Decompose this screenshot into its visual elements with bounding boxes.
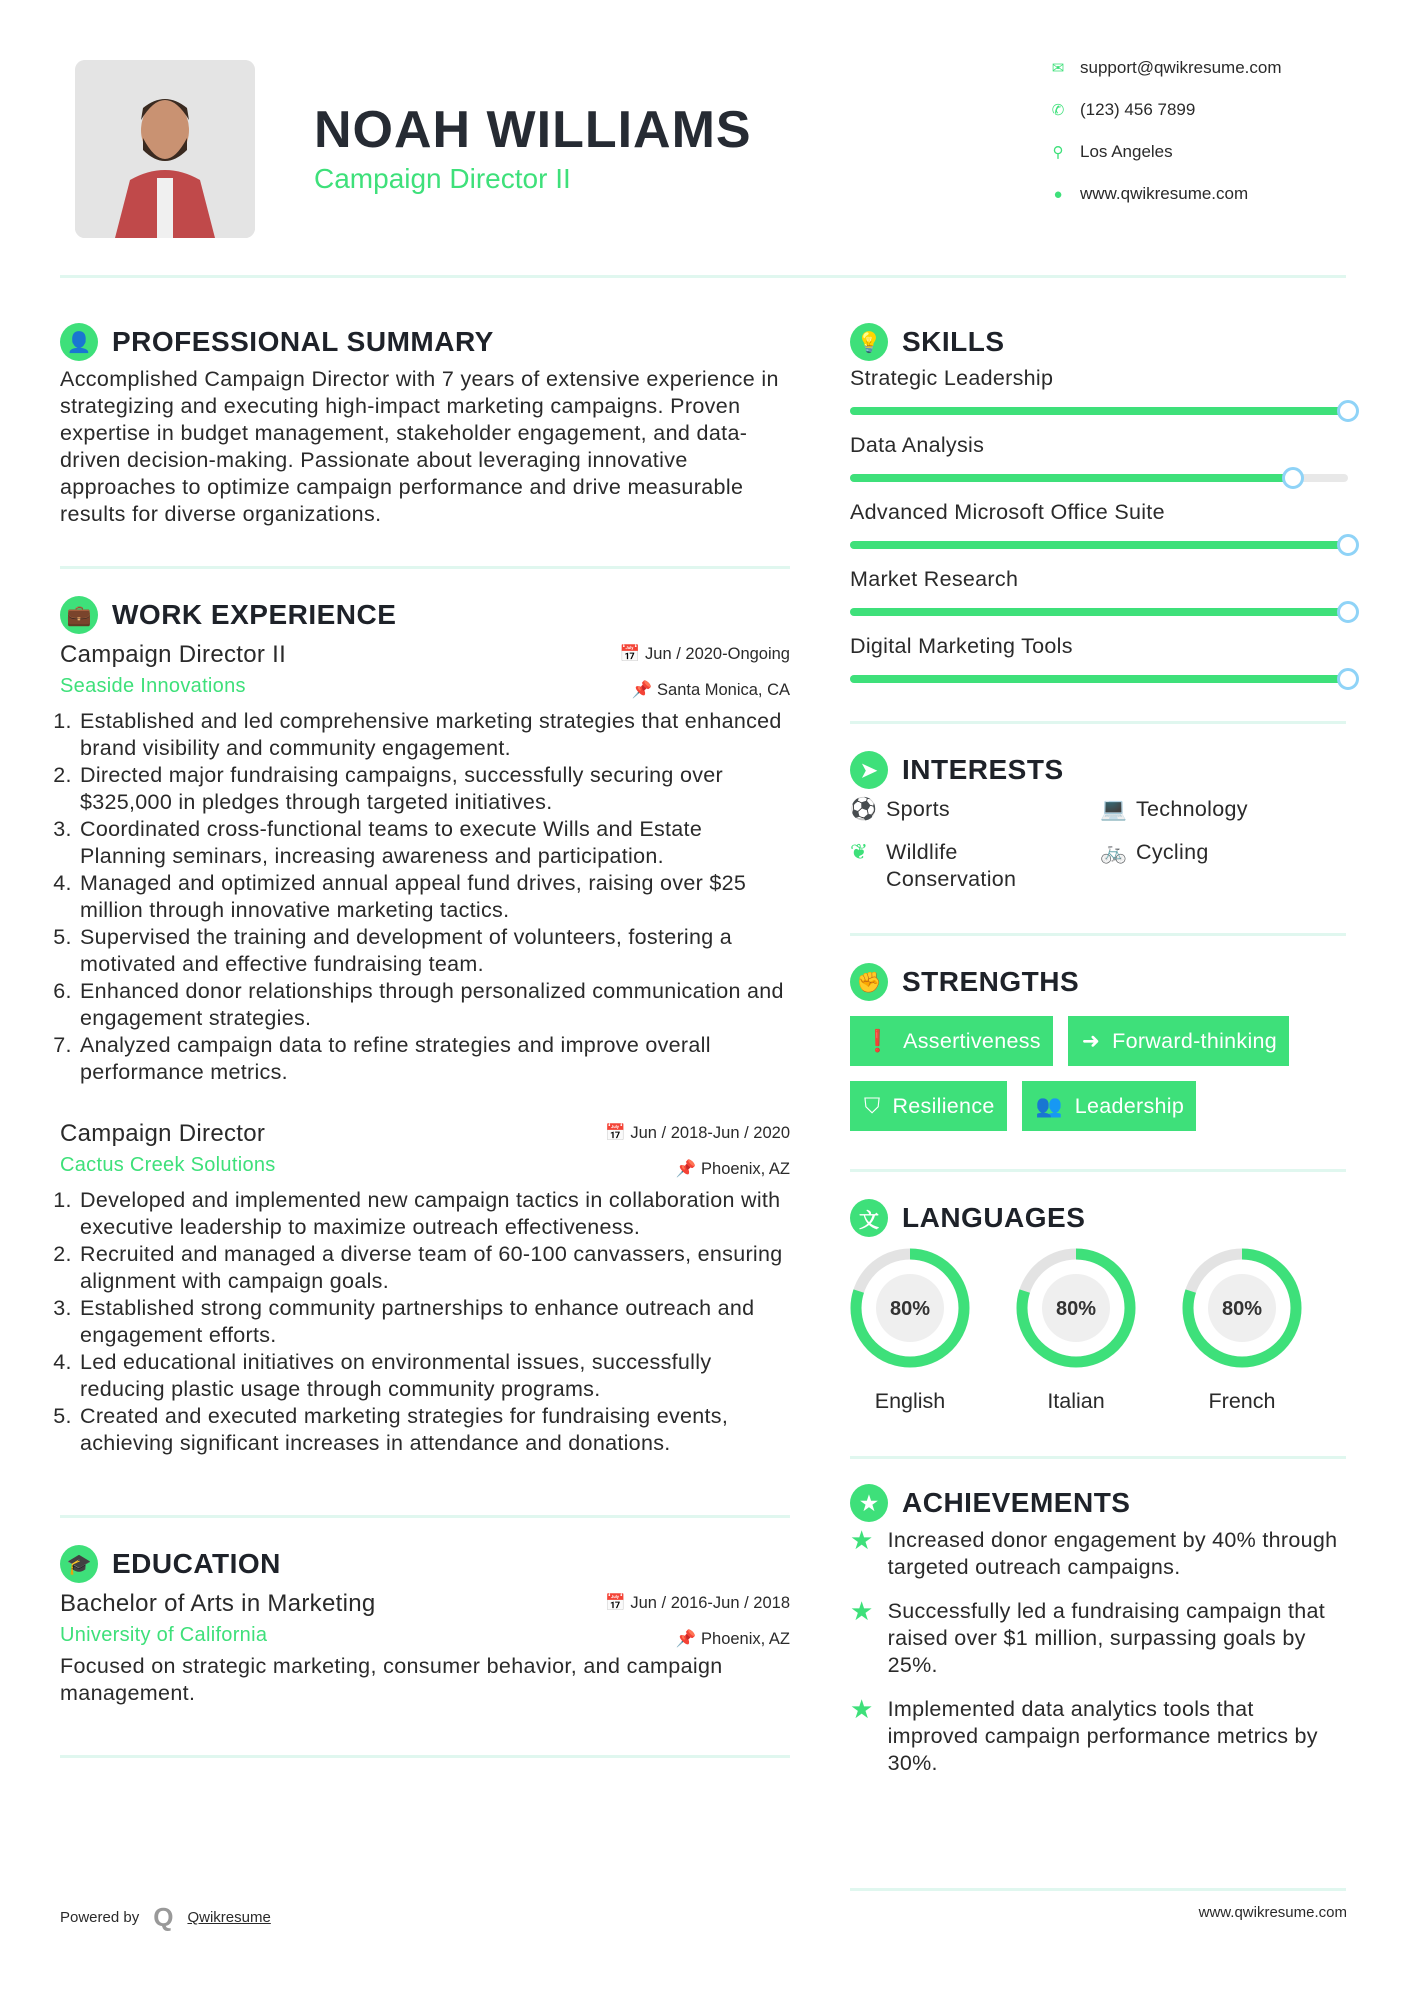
- skill-bar-knob[interactable]: [1337, 400, 1359, 422]
- language-label: Italian: [1047, 1389, 1105, 1413]
- language-percent: 80%: [1221, 1298, 1263, 1320]
- skill-item: [850, 634, 1346, 683]
- fist-icon: ✊: [850, 963, 888, 1001]
- contact-item[interactable]: [1050, 140, 1370, 164]
- paper-plane-icon: ➤: [850, 751, 888, 789]
- star-badge-icon: ★: [850, 1484, 888, 1522]
- pin-icon: 📌: [631, 681, 658, 699]
- job-bullet: 4. Led educational initiatives on environmental issues, successfully reducing plastic usage through community programs.: [78, 1349, 790, 1403]
- job-date: [605, 1124, 790, 1143]
- job-bullet: 4. Managed and optimized annual appeal fund drives, raising over $25 million through innovative marketing tactics.: [78, 870, 790, 924]
- job-bullet: 1. Developed and implemented new campaign tactics in collaboration with executive leadership to maximize outreach effectiveness.: [78, 1187, 790, 1241]
- skill-bar-fill: [850, 407, 1348, 415]
- strength-label: Resilience: [892, 1093, 995, 1118]
- skill-label: Digital Marketing Tools: [850, 634, 1073, 658]
- work-heading-text: WORK EXPERIENCE: [112, 599, 397, 630]
- education-heading: [60, 1544, 790, 1584]
- summary-heading-text: PROFESSIONAL SUMMARY: [112, 326, 494, 357]
- interests-heading-text: INTERESTS: [902, 754, 1064, 785]
- section-divider: [850, 933, 1346, 936]
- degree: Bachelor of Arts in Marketing: [60, 1590, 376, 1617]
- footer-powered: [60, 1902, 271, 1933]
- qwikresume-link[interactable]: Qwikresume: [187, 1909, 271, 1926]
- star-icon: ★: [850, 1525, 874, 1555]
- achievement-item: [850, 1527, 1346, 1581]
- exclamation-icon: ❗: [864, 1028, 892, 1053]
- job-location: [676, 1160, 790, 1179]
- language-item: [840, 1246, 980, 1414]
- skill-bar: [850, 675, 1348, 683]
- section-divider: [60, 1515, 790, 1518]
- language-label: English: [874, 1389, 946, 1413]
- footer-url[interactable]: www.qwikresume.com: [1198, 1904, 1347, 1921]
- skill-item: [850, 500, 1346, 549]
- school: University of California: [60, 1624, 268, 1646]
- education-heading-text: EDUCATION: [112, 1548, 281, 1579]
- strength-badge: [1068, 1016, 1289, 1066]
- leaf-icon: ❦: [850, 840, 869, 864]
- language-donut: [1180, 1246, 1304, 1370]
- job-bullet: 5. Supervised the training and development of volunteers, fostering a motivated and effective fundraising team.: [78, 924, 790, 978]
- lightbulb-icon: 💡: [850, 323, 888, 361]
- skill-bar: [850, 608, 1348, 616]
- phone-icon: ✆: [1051, 102, 1065, 119]
- user-icon: 👤: [60, 323, 98, 361]
- strength-badge: [850, 1081, 1007, 1131]
- users-icon: 👥: [1035, 1093, 1063, 1118]
- section-divider: [850, 1169, 1346, 1172]
- skill-bar-knob[interactable]: [1282, 467, 1304, 489]
- star-icon: ★: [850, 1596, 874, 1626]
- contact-item[interactable]: [1050, 98, 1370, 122]
- interest-label: Sports: [886, 797, 950, 821]
- calendar-icon: 📅: [605, 1124, 631, 1142]
- job-location-text: Phoenix, AZ: [701, 1160, 790, 1178]
- skill-item: [850, 433, 1346, 482]
- contact-text: www.qwikresume.com: [1080, 184, 1249, 203]
- achievement-text: Increased donor engagement by 40% through targeted outreach campaigns.: [887, 1528, 1338, 1579]
- calendar-icon: 📅: [619, 645, 646, 663]
- achievements-heading-text: ACHIEVEMENTS: [902, 1487, 1131, 1518]
- strength-label: Forward-thinking: [1112, 1028, 1278, 1053]
- section-divider: [850, 721, 1346, 724]
- achievements-heading: [850, 1483, 1346, 1523]
- job-bullet: 2. Recruited and managed a diverse team of 60-100 canvassers, ensuring alignment with campaign goals.: [78, 1241, 790, 1295]
- skill-label: Data Analysis: [850, 433, 985, 457]
- contact-text: support@qwikresume.com: [1080, 58, 1282, 77]
- skill-bar: [850, 407, 1348, 415]
- left-column: [60, 322, 790, 1758]
- job-bullets: [60, 708, 790, 1086]
- company-name: Cactus Creek Solutions: [60, 1154, 276, 1176]
- skill-label: Advanced Microsoft Office Suite: [850, 500, 1165, 524]
- education-date-text: Jun / 2016-Jun / 2018: [630, 1594, 790, 1612]
- interests-heading: [850, 750, 1346, 790]
- education-date: 📅 Jun / 2016-Jun / 2018: [605, 1594, 790, 1612]
- section-divider: [850, 1456, 1346, 1459]
- job-title: Campaign Director II: [60, 641, 287, 668]
- interest-item: [850, 796, 1100, 823]
- skill-bar: [850, 541, 1348, 549]
- interest-item: [1100, 839, 1346, 893]
- interest-item: [1100, 796, 1346, 823]
- contact-item[interactable]: [1050, 56, 1370, 80]
- map-pin-icon: ⚲: [1052, 144, 1064, 161]
- interest-label: Wildlife Conservation: [886, 840, 1017, 891]
- languages-heading: [850, 1198, 1346, 1238]
- job-bullet: 5. Created and executed marketing strategies for fundraising events, achieving significant increases in attendance and donations.: [78, 1403, 790, 1457]
- contact-item[interactable]: [1050, 182, 1370, 206]
- strengths-heading-text: STRENGTHS: [902, 966, 1080, 997]
- language-icon: 文: [850, 1199, 888, 1237]
- summary-heading: [60, 322, 790, 362]
- skill-bar-knob[interactable]: [1337, 601, 1359, 623]
- skill-label: Market Research: [850, 567, 1019, 591]
- job-bullet: 6. Enhanced donor relationships through personalized communication and engagement strategies.: [78, 978, 790, 1032]
- strengths-heading: [850, 962, 1346, 1002]
- strength-label: Assertiveness: [903, 1028, 1041, 1053]
- achievement-text: Successfully led a fundraising campaign that raised over $1 million, surpassing goals by 25%.: [887, 1599, 1326, 1677]
- profile-photo: [75, 60, 255, 238]
- language-percent: 80%: [889, 1298, 931, 1320]
- skill-bar: [850, 474, 1348, 482]
- interest-item: [850, 839, 1100, 893]
- skill-label: Strategic Leadership: [850, 366, 1054, 390]
- skill-bar-fill: [850, 675, 1348, 683]
- job-bullet: 2. Directed major fundraising campaigns, successfully securing over $325,000 in pledges through targeted initiatives.: [78, 762, 790, 816]
- interest-label: Cycling: [1136, 840, 1209, 864]
- graduation-icon: 🎓: [60, 1545, 98, 1583]
- candidate-name: NOAH WILLIAMS: [314, 101, 752, 159]
- achievement-item: [850, 1598, 1346, 1679]
- skills-heading-text: SKILLS: [902, 326, 1005, 357]
- candidate-title: Campaign Director II: [314, 163, 571, 194]
- language-donut: [1014, 1246, 1138, 1370]
- right-column: [850, 322, 1346, 1794]
- language-label: French: [1208, 1389, 1276, 1413]
- section-divider: [850, 1888, 1346, 1891]
- job-bullet: 1. Established and led comprehensive marketing strategies that enhanced brand visibility and community engagement.: [78, 708, 790, 762]
- language-item: [1172, 1246, 1312, 1414]
- job-title: Campaign Director: [60, 1120, 266, 1147]
- globe-icon: ●: [1053, 185, 1063, 203]
- arrow-right-icon: ➜: [1081, 1028, 1101, 1053]
- education-entry: [60, 1590, 790, 1707]
- skill-item: [850, 366, 1346, 415]
- job-bullet: 7. Analyzed campaign data to refine strategies and improve overall performance metrics.: [78, 1032, 790, 1086]
- star-icon: ★: [850, 1694, 874, 1724]
- contact-text: Los Angeles: [1080, 142, 1173, 161]
- header-divider: [60, 275, 1346, 278]
- powered-by-text: Powered by: [60, 1909, 140, 1926]
- envelope-icon: ✉: [1051, 60, 1065, 77]
- languages-heading-text: LANGUAGES: [902, 1202, 1086, 1233]
- job-location: [632, 681, 790, 700]
- job-date-text: Jun / 2018-Jun / 2020: [630, 1124, 790, 1142]
- section-divider: [60, 566, 790, 569]
- summary-text: Accomplished Campaign Director with 7 years of extensive experience in strategizing and executing high-impact marketing campaigns. Proven expertise in budget management, stakeholder engagement, and data-driven decision-making. Passionate about leveraging innovative approaches to optimize campaign performance and drive measurable results for diverse organizations.: [60, 367, 779, 526]
- language-donut: [848, 1246, 972, 1370]
- shield-icon: ⛉: [864, 1093, 881, 1118]
- job-date: [620, 645, 790, 664]
- interest-label: Technology: [1136, 797, 1248, 821]
- education-text: Focused on strategic marketing, consumer behavior, and campaign management.: [60, 1654, 723, 1705]
- company-name: Seaside Innovations: [60, 675, 246, 697]
- job-entry: [60, 1120, 790, 1457]
- job-location-text: Santa Monica, CA: [657, 681, 790, 699]
- job-bullets: [60, 1187, 790, 1457]
- qwikresume-logo-icon: Q: [153, 1902, 174, 1932]
- skill-bar-fill: [850, 474, 1293, 482]
- education-location-text: Phoenix, AZ: [701, 1630, 790, 1648]
- soccer-ball-icon: ⚽: [850, 797, 878, 821]
- achievement-item: [850, 1696, 1346, 1777]
- bicycle-icon: 🚲: [1100, 840, 1128, 864]
- language-item: [1006, 1246, 1146, 1414]
- contact-text: (123) 456 7899: [1080, 100, 1196, 119]
- skill-bar-fill: [850, 608, 1348, 616]
- skills-heading: [850, 322, 1346, 362]
- pin-icon: 📌: [675, 1160, 702, 1178]
- skill-bar-knob[interactable]: [1337, 668, 1359, 690]
- work-heading: [60, 595, 790, 635]
- skill-item: [850, 567, 1346, 616]
- strength-label: Leadership: [1074, 1093, 1185, 1118]
- briefcase-icon: 💼: [60, 596, 98, 634]
- job-date-text: Jun / 2020-Ongoing: [645, 645, 790, 663]
- strength-badge: [850, 1016, 1053, 1066]
- job-entry: [60, 641, 790, 1086]
- job-bullet: 3. Established strong community partnerships to enhance outreach and engagement efforts.: [78, 1295, 790, 1349]
- job-bullet: 3. Coordinated cross-functional teams to execute Wills and Estate Planning seminars, increasing awareness and participation.: [78, 816, 790, 870]
- laptop-icon: 💻: [1100, 797, 1128, 821]
- achievement-text: Implemented data analytics tools that improved campaign performance metrics by 30%.: [887, 1697, 1318, 1775]
- skill-bar-knob[interactable]: [1337, 534, 1359, 556]
- education-location: 📌 Phoenix, AZ: [675, 1630, 790, 1648]
- language-percent: 80%: [1055, 1298, 1097, 1320]
- strength-badge: [1022, 1081, 1196, 1131]
- section-divider: [60, 1755, 790, 1758]
- skill-bar-fill: [850, 541, 1348, 549]
